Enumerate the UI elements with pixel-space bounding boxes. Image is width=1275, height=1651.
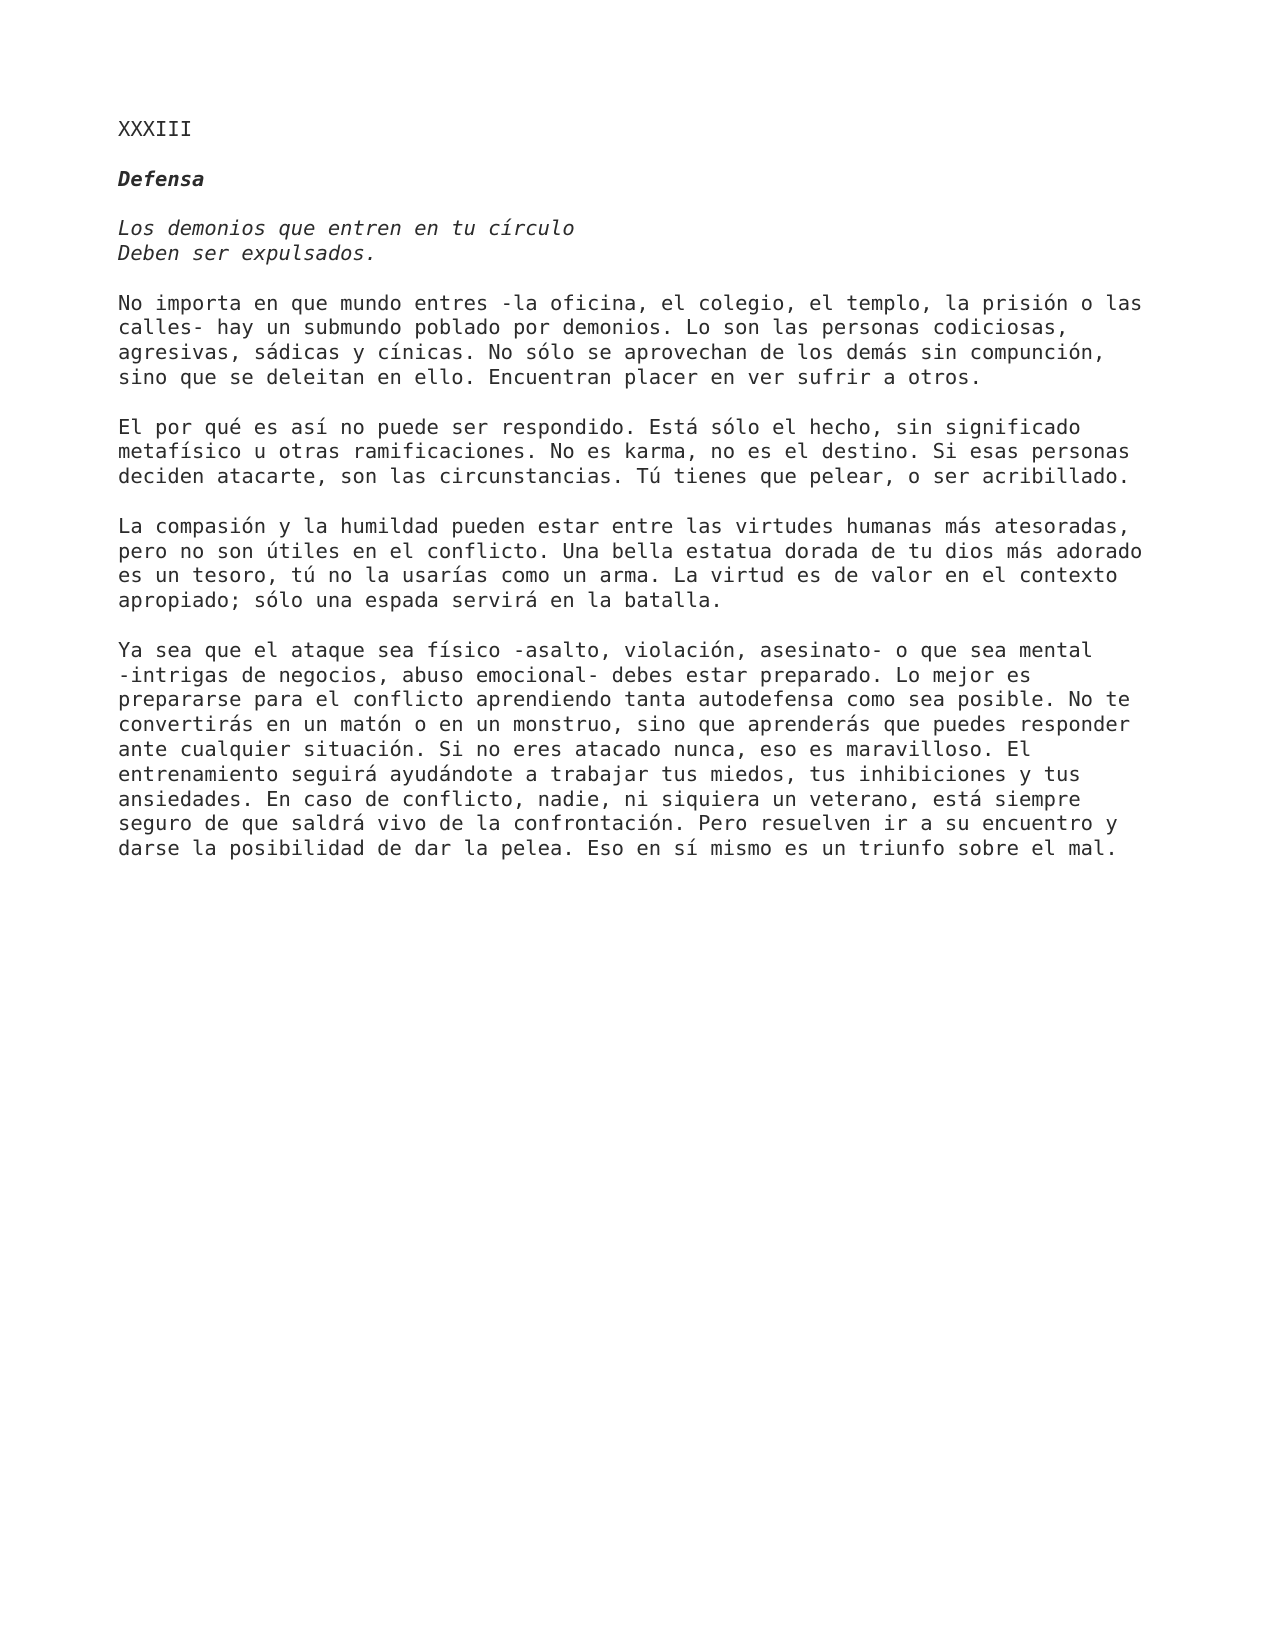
chapter-text (118, 117, 1178, 861)
paragraph-line: El por qué es así no puede ser respondido. Está sólo el hecho, sin significado (118, 414, 1081, 439)
spacer (118, 142, 1178, 167)
paragraph-line: entrenamiento seguirá ayudándote a trabajar tus miedos, tus inhibiciones y tus (118, 761, 1081, 786)
spacer (118, 390, 1178, 415)
paragraph-line: No importa en que mundo entres -la oficina, el colegio, el templo, la prisión o las (118, 290, 1143, 315)
paragraph-line: La compasión y la humildad pueden estar entre las virtudes humanas más atesoradas, (118, 513, 1131, 538)
paragraph-line: es un tesoro, tú no la usarías como un arma. La virtud es de valor en el contexto (118, 563, 1118, 588)
epigraph (118, 216, 1178, 266)
paragraph-line: agresivas, sádicas y cínicas. No sólo se aprovechan de los demás sin compunción, (118, 340, 1106, 365)
paragraph-3 (118, 514, 1178, 613)
paragraph-line: -intrigas de negocios, abuso emocional- debes estar preparado. Lo mejor es (118, 662, 1032, 687)
paragraph-line: apropiado; sólo una espada servirá en la batalla. (118, 588, 723, 613)
paragraph-1 (118, 291, 1178, 390)
epigraph-line: Los demonios que entren en tu círculo (118, 216, 575, 241)
spacer (118, 613, 1178, 638)
paragraph-line: darse la posibilidad de dar la pelea. Eso en sí mismo es un triunfo sobre el mal. (118, 836, 1118, 861)
epigraph-line: Deben ser expulsados. (118, 240, 378, 265)
spacer (118, 266, 1178, 291)
paragraph-line: convertirás en un matón o en un monstruo, sino que aprenderás que puedes responder (118, 712, 1131, 737)
paragraph-4 (118, 638, 1178, 861)
spacer (118, 191, 1178, 216)
paragraph-line: deciden atacarte, son las circunstancias. Tú tienes que pelear, o ser acribillado. (118, 464, 1131, 489)
paragraph-line: ante cualquier situación. Si no eres atacado nunca, eso es maravilloso. El (118, 736, 1032, 761)
paragraph-line: metafísico u otras ramificaciones. No es karma, no es el destino. Si esas personas (118, 439, 1131, 464)
paragraph-line: Ya sea que el ataque sea físico -asalto, violación, asesinato- o que sea mental (118, 637, 1094, 662)
paragraph-2 (118, 415, 1178, 489)
paragraph-line: prepararse para el conflicto aprendiendo tanta autodefensa como sea posible. No te (118, 687, 1131, 712)
spacer (118, 489, 1178, 514)
paragraph-line: calles- hay un submundo poblado por demonios. Lo son las personas codiciosas, (118, 315, 1069, 340)
paragraph-line: sino que se deleitan en ello. Encuentran placer en ver sufrir a otros. (118, 364, 982, 389)
chapter-title: Defensa (118, 166, 205, 191)
paragraph-line: ansiedades. En caso de conflicto, nadie, ni siquiera un veterano, está siempre (118, 786, 1081, 811)
chapter-number: XXXIII (118, 117, 193, 141)
paragraph-line: seguro de que saldrá vivo de la confrontación. Pero resuelven ir a su encuentro y (118, 811, 1118, 836)
paragraph-line: pero no son útiles en el conflicto. Una bella estatua dorada de tu dios más adorado (118, 538, 1143, 563)
